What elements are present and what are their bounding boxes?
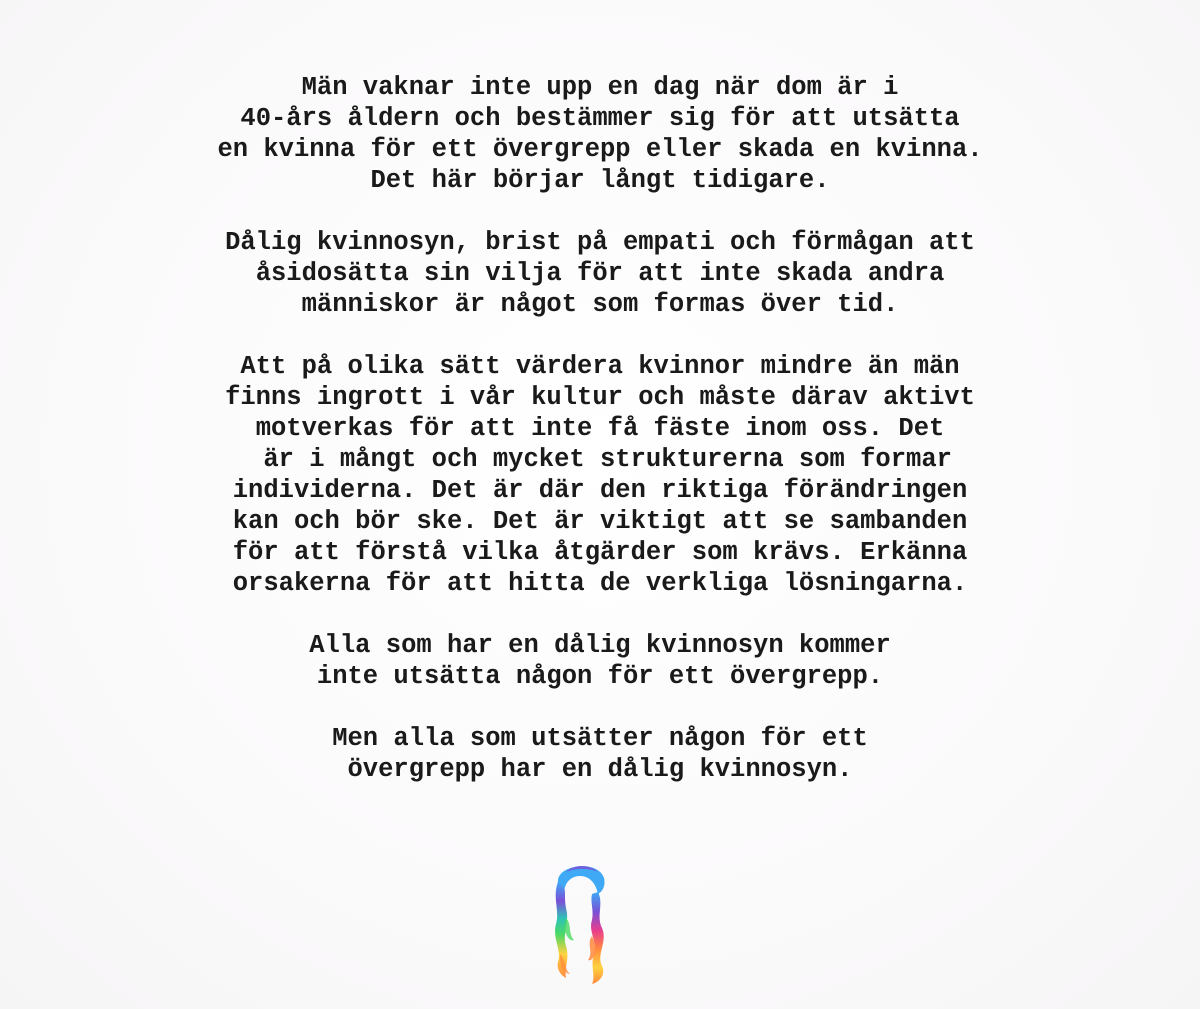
text-line: kan och bör ske. Det är viktigt att se sambanden	[232, 507, 968, 536]
statement-text	[0, 72, 1200, 816]
paragraph-4	[0, 630, 1200, 692]
rainbow-hair-icon	[546, 858, 616, 988]
text-line: är i mångt och mycket strukturerna som formar	[248, 445, 952, 474]
text-line: övergrepp har en dålig kvinnosyn.	[347, 755, 853, 784]
text-line: finns ingrott i vår kultur och måste därav aktivt	[225, 383, 975, 412]
text-line: människor är något som formas över tid.	[301, 290, 899, 319]
paragraph-2	[0, 227, 1200, 320]
text-line: Det här börjar långt tidigare.	[370, 166, 830, 195]
text-line: Dålig kvinnosyn, brist på empati och förmågan att	[225, 228, 975, 257]
text-line: individerna. Det är där den riktiga förändringen	[232, 476, 968, 505]
text-line: inte utsätta någon för ett övergrepp.	[316, 662, 884, 691]
text-line: Att på olika sätt värdera kvinnor mindre än män	[240, 352, 960, 381]
text-line: Men alla som utsätter någon för ett	[332, 724, 868, 753]
text-line: åsidosätta sin vilja för att inte skada andra	[255, 259, 945, 288]
paragraph-3	[0, 351, 1200, 599]
text-line: motverkas för att inte få fäste inom oss. Det	[255, 414, 945, 443]
text-line: för att förstå vilka åtgärder som krävs. Erkänna	[232, 538, 968, 567]
text-line: 40-års åldern och bestämmer sig för att utsätta	[240, 104, 960, 133]
text-line: Alla som har en dålig kvinnosyn kommer	[309, 631, 891, 660]
text-line: en kvinna för ett övergrepp eller skada en kvinna.	[217, 135, 983, 164]
paragraph-5	[0, 723, 1200, 785]
text-line: Män vaknar inte upp en dag när dom är i	[301, 73, 899, 102]
paragraph-1	[0, 72, 1200, 196]
text-line: orsakerna för att hitta de verkliga lösningarna.	[232, 569, 968, 598]
